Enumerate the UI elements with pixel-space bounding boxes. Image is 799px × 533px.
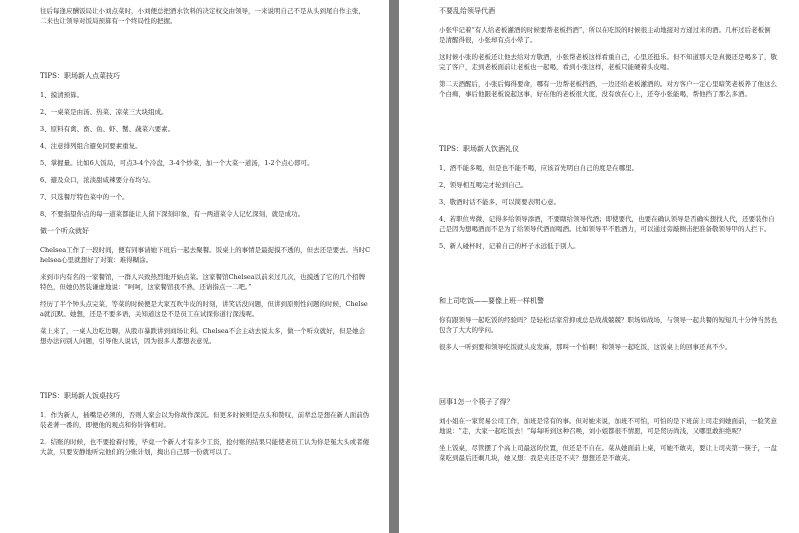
list-item: 1、摸清预算。 <box>40 91 84 99</box>
section-heading: 不要乱给领导代酒 <box>439 7 495 15</box>
list-item: 1、酒不能多喝，但是也不能不喝，应该首先明白自己的度是在哪里。 <box>439 164 639 172</box>
paragraph: 第二天酒醒后，小张后悔得要命，哪有一边帮老板挡酒，一边还给老板灌酒的。对方客户一定心里暗笑老板养了他这么个白痴，事后他跟老板说起这事，好在他的老板很大度，没有放在心上，还夸小张能喝，帮他挡了那么多酒。 <box>439 80 777 98</box>
paragraph: 经历了半个钟头点完菜，等菜的时候便是大家互吹牛皮的时刻，讲笑话没问题，但讲到原则性问题的时候，Chelsea就沉默。她想，还是不要多语，关知道这是不是员工在试探你道行深浅呢。 <box>40 300 368 318</box>
paragraph: 刘小姐在一家贸易公司工作，加班是常有的事。但对她来说，加班不可怕，可怕的是下班前上司走到她面前，一脸笑意地说：“走，大家一起吃饭去！”每每听到这种召唤，刘小姐都很不情愿，可是贸历尚浅，又哪里敢拒绝呢？ <box>439 417 777 435</box>
list-item: 5、新人碰杯时，记着自己的杯子永远低于别人。 <box>439 242 580 250</box>
paragraph: Chelsea工作了一段时间，便有同事请她下班后一起去聚餐。饭桌上的事情是最捉摸不透的，但去还是要去。当时Chelsea心里就想好了对策：难得糊涂。 <box>40 246 371 264</box>
paragraph: 来到市内有名的一家餐馆，一群人兴致热烈地开始点菜。这家餐馆Chelsea以前来过几次，也摸透了它的几个招牌特色，但她仍然装谦虚地说：“呵呵，这家餐馆我不熟，还请指点一二吧。” <box>40 273 366 291</box>
paragraph: 小张牢记着“有人给老板灌酒的时候要帮老板挡酒”，所以在吃饭的时候很主动地接对方递过来的酒。几杯过后老板倒是清醒得很，小张却有点小晕了。 <box>439 26 771 44</box>
section-heading: TIPS：职场新人饮酒礼仪 <box>439 145 519 153</box>
paragraph: 往后每逢应酬饭局让小刘点菜时，小刘便总把酒水饮料的决定权交由领导，一来说明自己不是从头到尾自作主张，二来也让领导对饭局预算有一个终局性的把握。 <box>40 7 365 25</box>
list-item: 2、一桌菜是由汤、热菜、凉菜三大块组成。 <box>40 108 168 116</box>
list-item: 7、只选餐厅特色菜中的一个。 <box>40 193 129 201</box>
section-heading: TIPS：职场新人饭桌技巧 <box>40 392 120 400</box>
list-item: 3、原料有禽、畜、鱼、虾、蟹、蔬菜六要素。 <box>40 125 175 133</box>
paragraph: 菜上来了，一桌人边吃边聊，从股市暴跌讲到商场让利。Chelsea不会主动去说太多，做一个听众就好，但是她会想办法问别人问题，引导他人说话，因为很多人都想表意见。 <box>40 327 366 345</box>
section-heading: 做一个听众就好 <box>40 227 89 235</box>
list-item: 5、掌握量。比如6人饭局，可点3-4个冷盘，3-4个炒菜，加一个大菜一道汤，1-2个点心即可。 <box>40 159 314 167</box>
list-item: 3、敬酒时话不能多，可以简要表明心意。 <box>439 198 561 206</box>
paragraph: 这时候小张的老板还让他去给对方敬酒，小张帮老板这样看重自己，心里还挺乐。但不知道那天是真傻还是喝多了，敬完了客户，走到老板面前让老板也一起喝，看到小张这样，老板只能硬着头皮喝。 <box>439 53 777 71</box>
list-item: 2．结账的时候，也不要抢着付账，毕竟一个新人才有多少工资，抢付账的结果只能使老员工认为你是冤大头或者傻大款，只要安静地听完他们的分账计划，掏出自己那一份就可以了。 <box>40 438 370 456</box>
section-heading: TIPS：职场新人点菜技巧 <box>40 72 120 80</box>
list-item: 1．作为新人，插嘴是必须的，否则人家会以为你故作深沉。但更多时候则是点头和赞叹，前辈总是想在新人面前伪装老著一番的，即便他的观点和你针锋相对。 <box>40 411 370 429</box>
paragraph: 很多人一听到要和领导吃饭就头皮发麻，那叫一个怕啊！和领导一起吃饭，这饭桌上的回事还真不少。 <box>439 343 732 351</box>
document-page-right <box>399 0 799 533</box>
document-page-left <box>0 0 389 533</box>
list-item: 4、注意排列组合避免同要素重复。 <box>40 142 142 150</box>
section-heading: 回事1怎一个筷子了得？ <box>439 398 514 406</box>
list-item: 4、若职位卑微，记得多给领导添酒，不要瞎给领导代酒；即使要代，也要在确认领导是否确实想找人代，还要装作自己是因为想喝酒而不是为了给领导代酒而喝酒。比如领导平不胜酒力，可以通过旁敲侧击把准备敬领导甲的人拦下。 <box>439 215 775 233</box>
section-heading: 和上司吃饭——要像上班一样机警 <box>439 297 544 305</box>
paragraph: 坐上饭桌，尽管摆了个高上司最远的位置，但还是不自在。菜从她面前上桌，可她不敢夹，要让上司夹第一筷子，一盘菜吃到最后还剩几块，她又想：我是夹还是不夹？想想还是不敢夹。 <box>439 444 777 462</box>
list-item: 2、领导相互喝完才轮到自己。 <box>439 181 528 189</box>
list-item: 8、不要指望你点的每一道菜都能让人留下深刻印象，有一两道菜令人记忆深刻，就是成功。 <box>40 210 305 218</box>
paragraph: 你有跟领导一起吃饭的经验吗？是轻松话家常抑或总是战战兢兢？职场如战场，与领导一起共餐的短短几十分钟当然也包含了大大的学问。 <box>439 316 777 334</box>
list-item: 6、避及众口，浓淡甜咸辣要分布均匀。 <box>40 176 155 184</box>
